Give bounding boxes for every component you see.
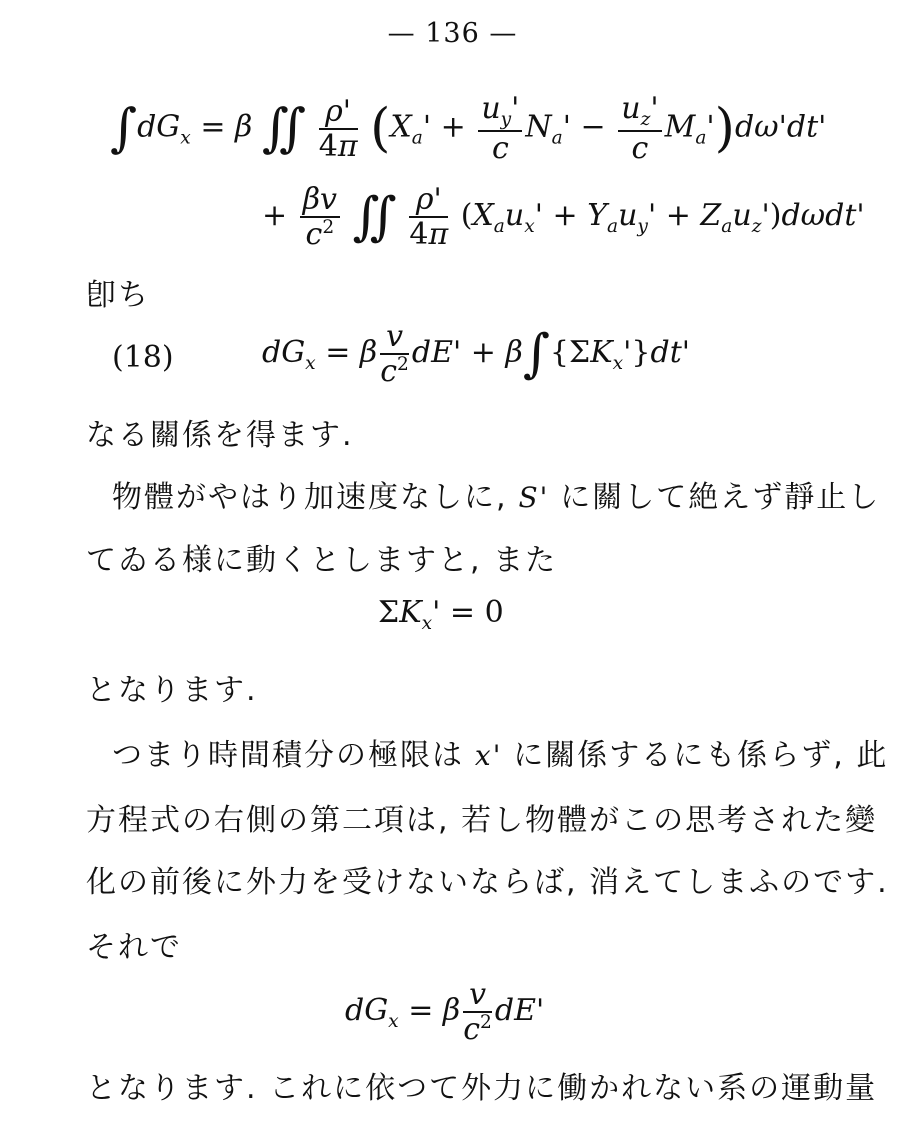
text-line-2a: 物體がやはり加速度なしに,: [112, 480, 508, 515]
text-sokuchi: 卽ち: [86, 278, 150, 313]
text-line-4: となります.: [86, 673, 258, 708]
equation-1-line-1: $\int dG_x = \beta$ ∬ $\frac{\rho'}{4\pi}$ ($X_a'$ + $\frac{u_y'}{c}$ $N_a'$ − $\frac{u_z'}{c}$ $M_a')d\omega'dt'$: [110, 91, 827, 167]
text-line-2b: に關して絶えず靜止し: [560, 480, 881, 515]
equation-18-label: (18): [112, 340, 174, 375]
text-line-1: なる關係を得ます.: [86, 418, 354, 453]
text-line-8: それで: [86, 930, 182, 965]
equation-1-line-2: + $\frac{\beta v}{c^2}$ ∬ $\frac{\rho'}{4\pi}$ $(X_au_x' + Y_au_y' + Z_au_z')d\omega dt'$: [262, 182, 865, 252]
page-number: — 136 —: [387, 18, 518, 49]
text-line-5: つまり時間積分の極限は x' に關係するにも係らず, 此: [112, 738, 889, 773]
equation-18: $dG_x = \beta$ $\frac{v}{c^2}$ $dE' + \beta\int\{\Sigma K_x'\}dt'$: [262, 319, 690, 389]
text-line-2: 物體がやはり加速度なしに, S' に關して絶えず靜止し: [112, 480, 881, 515]
text-line-5a: つまり時間積分の極限は: [112, 738, 464, 773]
text-line-3: てゐる様に動くとしますと, また: [86, 543, 558, 578]
equation-final: $dG_x = \beta$ $\frac{v}{c^2}$ dE': [345, 977, 545, 1047]
text-line-7: 化の前後に外力を受けないならば, 消えてしまふのです.: [86, 865, 889, 900]
text-line-9: となります. これに依つて外力に働かれない系の運動量: [86, 1071, 878, 1106]
text-line-5b: に關係するにも係らず, 此: [513, 738, 889, 773]
equation-sum: $\Sigma K_x' = 0$: [378, 595, 504, 634]
text-line-6: 方程式の右側の第二項は, 若し物體がこの思考された變: [86, 803, 878, 838]
